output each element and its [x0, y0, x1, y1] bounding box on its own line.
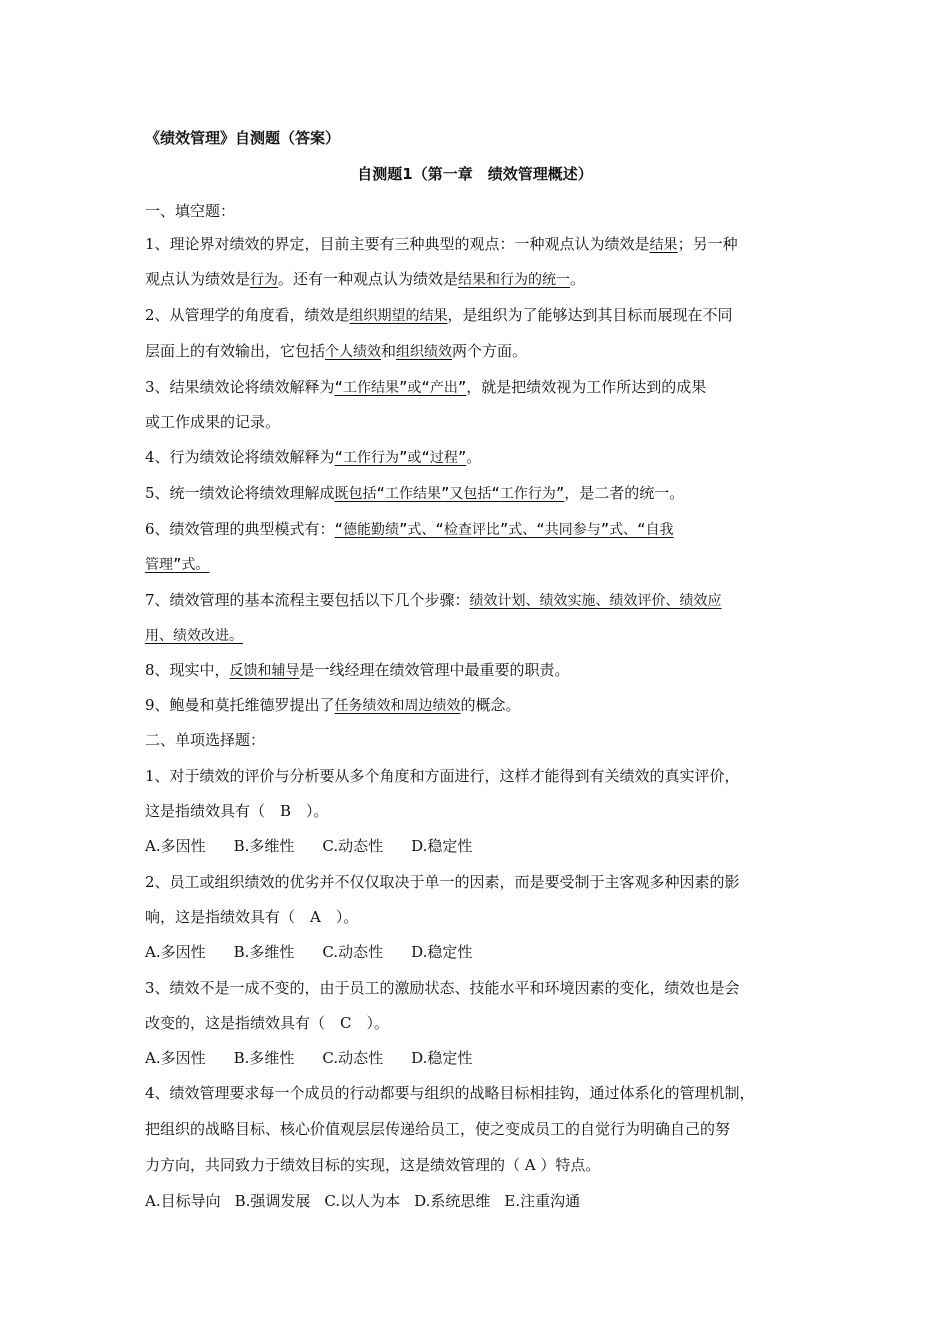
- fill-q4: [145, 446, 481, 468]
- fill-q7-line1: [145, 589, 722, 611]
- section-heading-single-choice: 二、单项选择题：: [145, 731, 266, 749]
- answer-blank: 绩效计划、绩效实施、绩效评价、绩效应: [469, 593, 722, 609]
- option: A.多因性: [145, 837, 206, 855]
- option: C.以人为本: [324, 1192, 401, 1210]
- mc-q3-line2: 改变的，这是指绩效具有（ C ）。: [145, 1014, 389, 1032]
- text: 9、鲍曼和莫托维德罗提出了: [145, 696, 335, 714]
- option: B.多维性: [233, 837, 295, 855]
- fill-q9: [145, 694, 521, 716]
- option: B.多维性: [233, 1049, 295, 1067]
- fill-q6-line1: [145, 518, 674, 540]
- text: ，是组织为了能够达到其目标而展现在不同: [447, 306, 733, 324]
- document-title: 《绩效管理》自测题（答案）: [145, 129, 341, 147]
- answer-blank: 管理”式。: [145, 557, 210, 573]
- text: 1、理论界对绩效的界定，目前主要有三种典型的观点：一种观点认为绩效是: [145, 235, 650, 253]
- text: ；另一种: [677, 235, 738, 253]
- fill-q1-line1: [145, 233, 738, 255]
- option: D.稳定性: [411, 837, 473, 855]
- text: 。还有一种观点认为绩效是: [278, 270, 459, 288]
- section-heading-fill-blank: 一、填空题：: [145, 202, 236, 220]
- answer-blank: “德能勤绩”式、“检查评比”式、“共同参与”式、“自我: [334, 522, 674, 538]
- answer-blank: 组织绩效: [396, 344, 453, 360]
- option: C.动态性: [322, 1049, 384, 1067]
- mc-q2-line2: 响，这是指绩效具有（ A ）。: [145, 908, 359, 926]
- text: 4、行为绩效论将绩效解释为: [145, 448, 335, 466]
- answer-blank: 用、绩效改进。: [145, 628, 243, 644]
- option: B.多维性: [233, 943, 295, 961]
- text: 观点认为绩效是: [145, 270, 251, 288]
- answer-blank: 结果和行为的统一: [458, 272, 571, 288]
- option: C.动态性: [322, 943, 384, 961]
- text: ，就是把绩效视为工作所达到的成果: [466, 378, 707, 396]
- fill-q1-line2: [145, 268, 585, 290]
- text: 。: [466, 448, 482, 466]
- text: 7、绩效管理的基本流程主要包括以下几个步骤：: [145, 591, 470, 609]
- fill-q3-line1: [145, 376, 706, 398]
- answer-blank: “工作结果”或“产出”: [334, 380, 467, 396]
- text: 。: [570, 270, 586, 288]
- fill-q5: [145, 482, 684, 504]
- text: 5、统一绩效论将绩效理解成: [145, 484, 335, 502]
- option: D.系统思维: [414, 1192, 491, 1210]
- fill-q3-line2: 或工作成果的记录。: [145, 413, 281, 431]
- option: C.动态性: [322, 837, 384, 855]
- fill-q2-line1: [145, 304, 733, 326]
- fill-q2-line2: [145, 340, 527, 362]
- text: 3、结果绩效论将绩效解释为: [145, 378, 335, 396]
- mc-q2-line1: 2、员工或组织绩效的优劣并不仅仅取决于单一的因素，而是要受制于主客观多种因素的影: [145, 873, 740, 891]
- mc-q4-line2: 把组织的战略目标、核心价值观层层传递给员工，使之变成员工的自觉行为明确自己的努: [145, 1120, 731, 1138]
- answer-blank: 行为: [250, 272, 279, 288]
- option: A.多因性: [145, 1049, 206, 1067]
- text: 的概念。: [460, 696, 521, 714]
- chapter-subtitle: 自测题1（第一章 绩效管理概述）: [357, 165, 593, 183]
- fill-q8: [145, 659, 570, 681]
- fill-q7-line2: [145, 624, 243, 646]
- option: B.强调发展: [234, 1192, 311, 1210]
- text: 两个方面。: [452, 342, 528, 360]
- mc-q1-line2: 这是指绩效具有（ B ）。: [145, 802, 329, 820]
- mc-q4-options: [145, 1190, 594, 1212]
- mc-q3-options: [145, 1047, 500, 1069]
- answer-blank: 任务绩效和周边绩效: [334, 698, 461, 714]
- text: 是一线经理在绩效管理中最重要的职责。: [299, 661, 570, 679]
- mc-q4-line1: 4、绩效管理要求每一个成员的行动都要与组织的战略目标相挂钩，通过体系化的管理机制，: [145, 1084, 755, 1102]
- fill-q6-line2: [145, 553, 209, 575]
- option: A.多因性: [145, 943, 206, 961]
- mc-q3-line1: 3、绩效不是一成不变的，由于员工的激励状态、技能水平和环境因素的变化，绩效也是会: [145, 979, 740, 997]
- mc-q1-options: [145, 835, 500, 857]
- answer-blank: “工作行为”或“过程”: [334, 450, 467, 466]
- mc-q4-line3: 力方向，共同致力于绩效目标的实现，这是绩效管理的（ A ）特点。: [145, 1156, 601, 1174]
- text: 层面上的有效输出，它包括: [145, 342, 326, 360]
- text: 和: [381, 342, 397, 360]
- option: E.注重沟通: [504, 1192, 581, 1210]
- answer-blank: 既包括“工作结果”又包括“工作行为”: [334, 486, 565, 502]
- text: 8、现实中，: [145, 661, 230, 679]
- option: D.稳定性: [411, 1049, 473, 1067]
- answer-blank: 个人绩效: [325, 344, 382, 360]
- text: ，是二者的统一。: [564, 484, 685, 502]
- option: A.目标导向: [145, 1192, 221, 1210]
- answer-blank: 组织期望的结果: [349, 308, 448, 324]
- option: D.稳定性: [411, 943, 473, 961]
- mc-q2-options: [145, 941, 500, 963]
- answer-blank: 结果: [649, 237, 678, 253]
- answer-blank: 反馈和辅导: [229, 663, 300, 679]
- mc-q1-line1: 1、对于绩效的评价与分析要从多个角度和方面进行，这样才能得到有关绩效的真实评价，: [145, 767, 740, 785]
- text: 6、绩效管理的典型模式有：: [145, 520, 335, 538]
- text: 2、从管理学的角度看，绩效是: [145, 306, 350, 324]
